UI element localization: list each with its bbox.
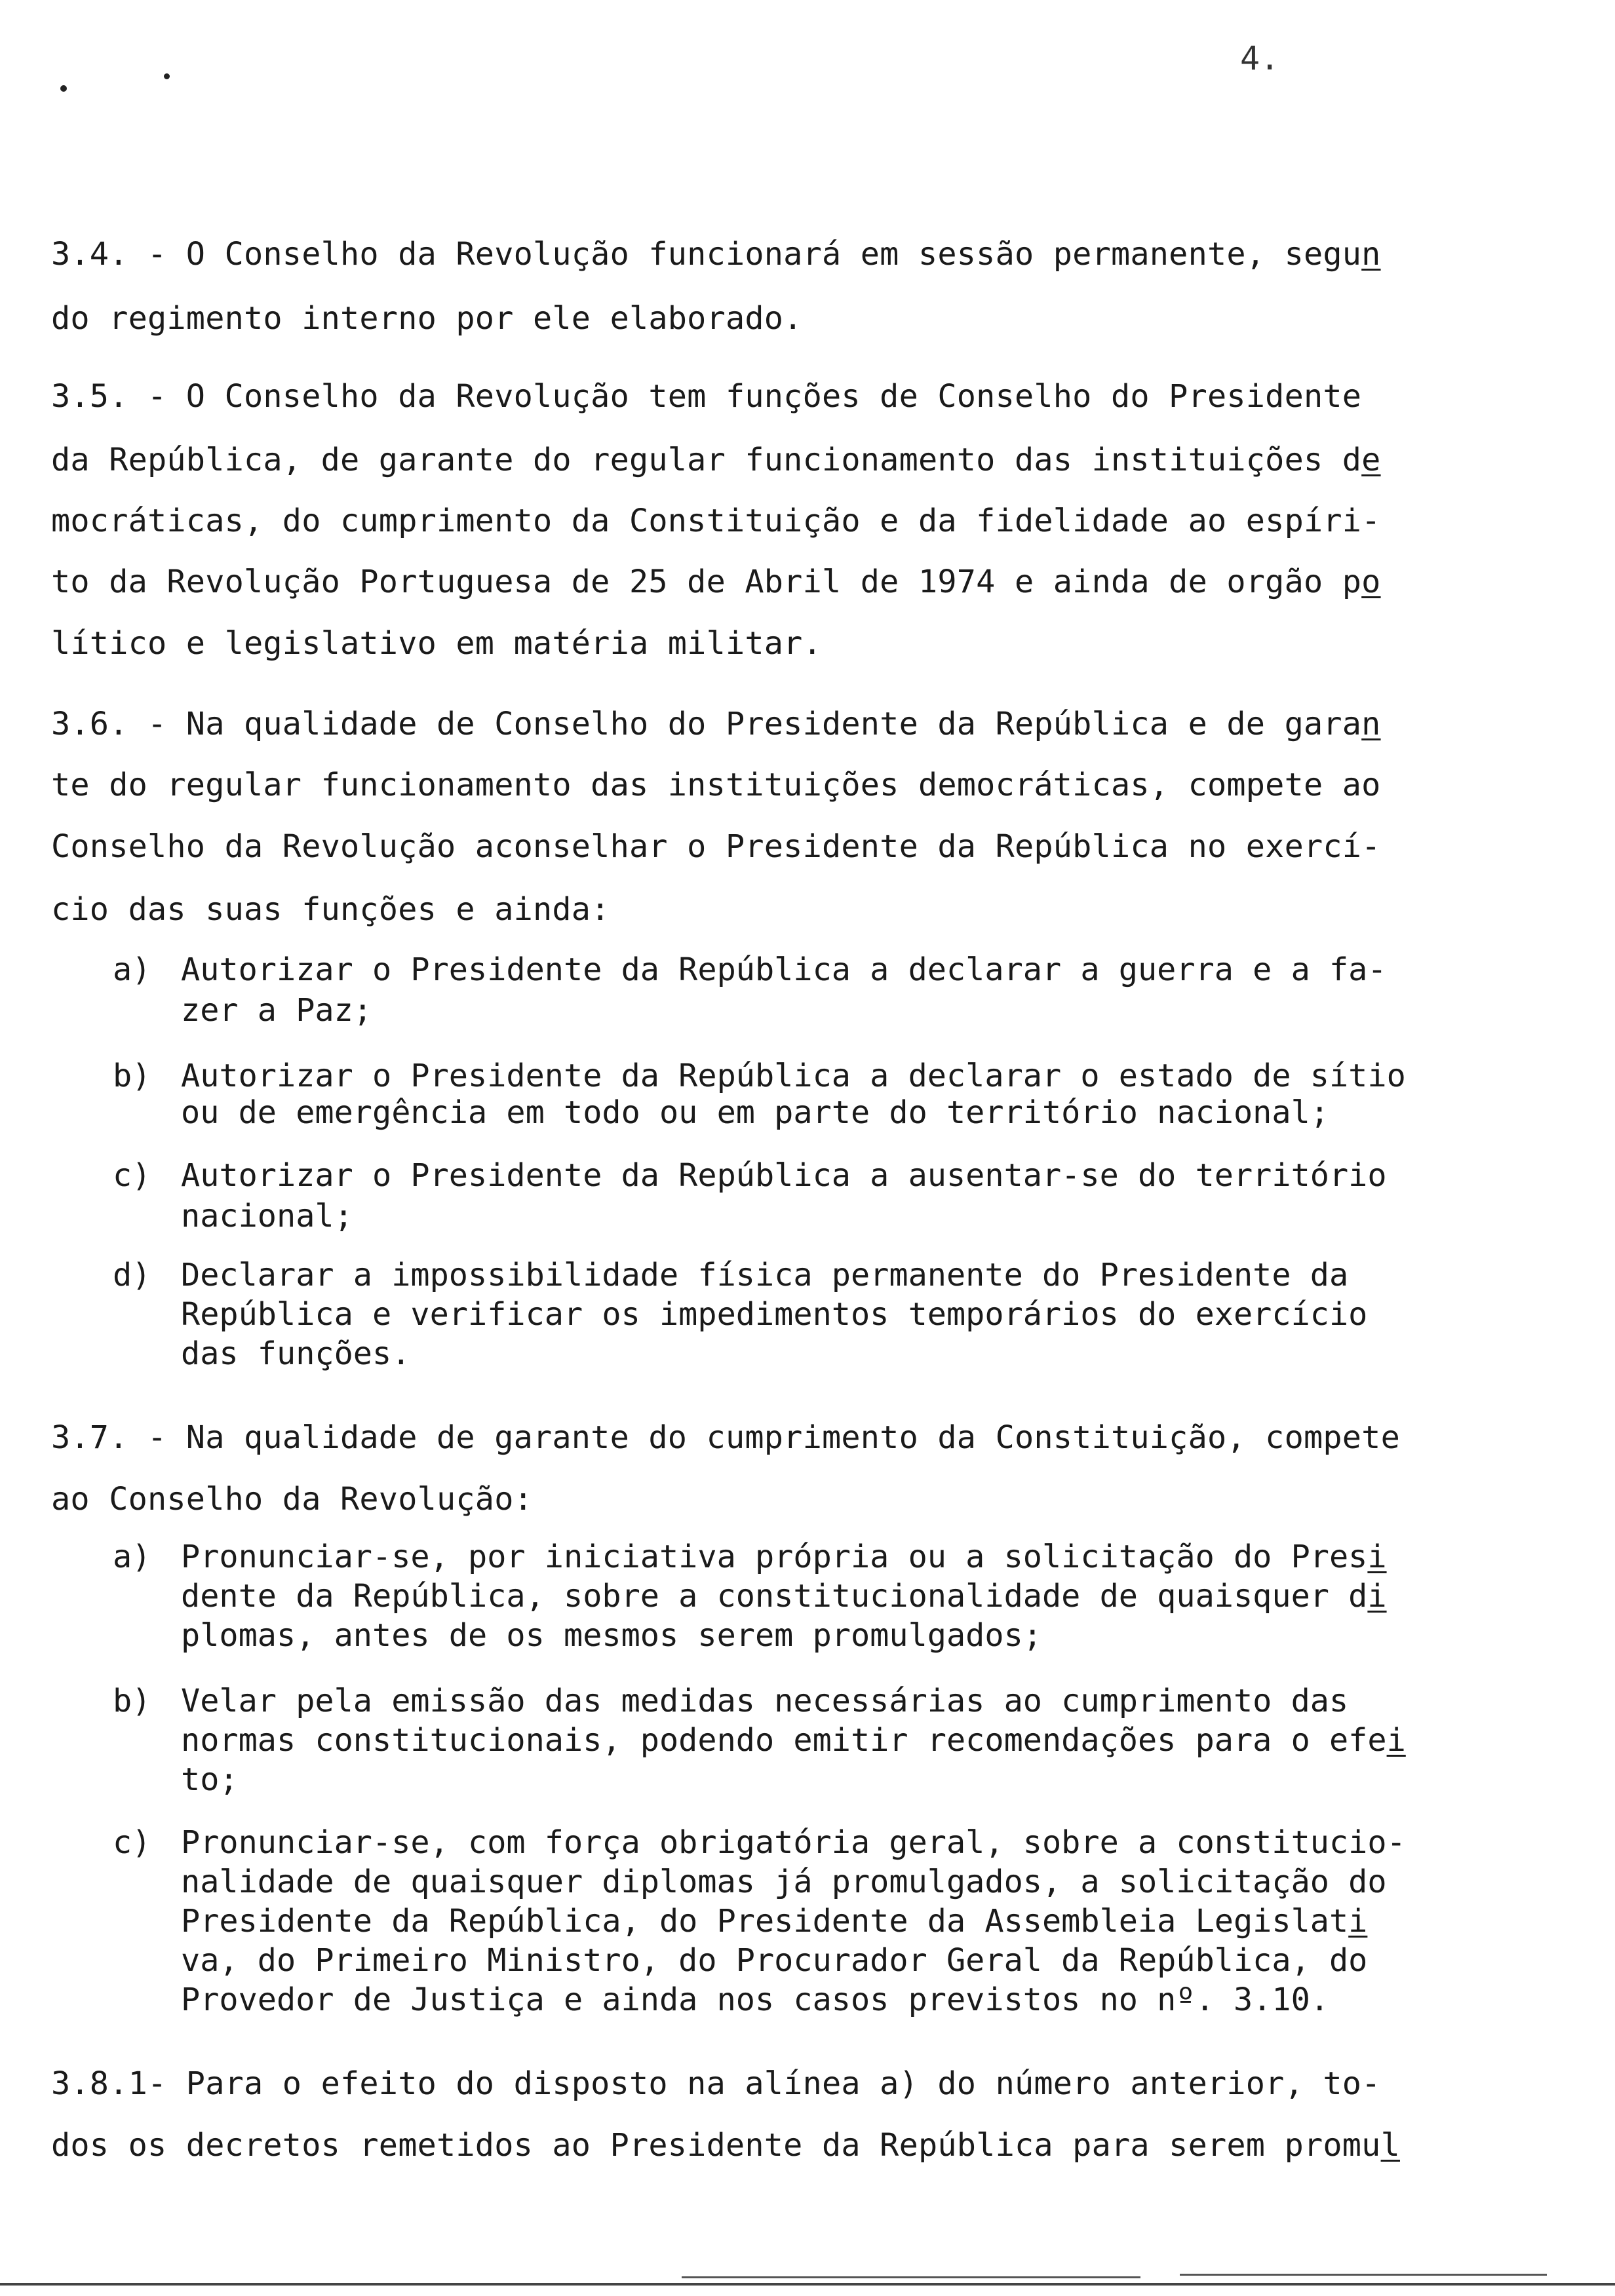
- scan-artifact: [682, 2276, 1140, 2278]
- item-text: Presidente da República, do Presidente da Assembleia Legislati: [181, 1903, 1368, 1940]
- scan-bottom-edge: [0, 2283, 1615, 2286]
- item-text: to;: [181, 1761, 239, 1798]
- paragraph-3-7-line: ao Conselho da Revolução:: [51, 1481, 533, 1518]
- paragraph-3-6-line: cio das suas funções e ainda:: [51, 891, 610, 928]
- item-text: das funções.: [181, 1335, 411, 1372]
- item-label: b): [113, 1683, 151, 1719]
- item-text: Autorizar o Presidente da República a ausentar-se do território: [181, 1157, 1387, 1194]
- paragraph-3-6-line: te do regular funcionamento das instituições democráticas, compete ao: [51, 767, 1381, 803]
- item-text: Pronunciar-se, por iniciativa própria ou a solicitação do Presi: [181, 1539, 1387, 1575]
- paragraph-3-4-line: do regimento interno por ele elaborado.: [51, 300, 803, 337]
- item-text: Autorizar o Presidente da República a declarar a guerra e a fa-: [181, 951, 1387, 988]
- item-text: República e verificar os impedimentos temporários do exercício: [181, 1296, 1368, 1333]
- paragraph-3-5-line: lítico e legislativo em matéria militar.: [51, 625, 822, 662]
- item-text: plomas, antes de os mesmos serem promulgados;: [181, 1617, 1042, 1654]
- item-text: Velar pela emissão das medidas necessárias ao cumprimento das: [181, 1683, 1349, 1719]
- item-label: a): [113, 951, 151, 988]
- item-text: nalidade de quaisquer diplomas já promulgados, a solicitação do: [181, 1864, 1387, 1900]
- paragraph-3-4-line: 3.4. - O Conselho da Revolução funcionará em sessão permanente, segun: [51, 236, 1381, 273]
- paragraph-3-5-line: to da Revolução Portuguesa de 25 de Abril de 1974 e ainda de orgão po: [51, 564, 1381, 600]
- paragraph-3-7-line: 3.7. - Na qualidade de garante do cumprimento da Constituição, compete: [51, 1419, 1400, 1456]
- paragraph-3-5-line: mocráticas, do cumprimento da Constituição e da fidelidade ao espíri-: [51, 503, 1381, 539]
- item-label: a): [113, 1539, 151, 1575]
- scan-artifact: [1180, 2274, 1547, 2276]
- item-text: zer a Paz;: [181, 992, 372, 1029]
- item-text: Provedor de Justiça e ainda nos casos previstos no nº. 3.10.: [181, 1981, 1329, 2018]
- item-label: c): [113, 1824, 151, 1861]
- paragraph-3-8-1-line: 3.8.1- Para o efeito do disposto na alínea a) do número anterior, to-: [51, 2065, 1381, 2102]
- page-number: 4.: [1240, 39, 1280, 77]
- paragraph-3-6-line: Conselho da Revolução aconselhar o Presidente da República no exercí-: [51, 828, 1381, 865]
- item-text: normas constitucionais, podendo emitir recomendações para o efei: [181, 1722, 1406, 1759]
- item-text: dente da República, sobre a constitucionalidade de quaisquer di: [181, 1578, 1387, 1615]
- item-text: nacional;: [181, 1198, 353, 1234]
- item-label: c): [113, 1157, 151, 1194]
- item-text: va, do Primeiro Ministro, do Procurador Geral da República, do: [181, 1942, 1368, 1979]
- item-text: Pronunciar-se, com força obrigatória geral, sobre a constitucio-: [181, 1824, 1406, 1861]
- item-text: ou de emergência em todo ou em parte do território nacional;: [181, 1094, 1329, 1131]
- punch-mark: [60, 85, 67, 92]
- punch-mark: [164, 73, 170, 79]
- item-label: d): [113, 1257, 151, 1293]
- item-text: Autorizar o Presidente da República a declarar o estado de sítio: [181, 1058, 1406, 1094]
- item-text: Declarar a impossibilidade física permanente do Presidente da: [181, 1257, 1349, 1293]
- paragraph-3-8-1-line: dos os decretos remetidos ao Presidente da República para serem promul: [51, 2127, 1400, 2164]
- paragraph-3-5-line: da República, de garante do regular funcionamento das instituições de: [51, 442, 1381, 478]
- paragraph-3-6-line: 3.6. - Na qualidade de Conselho do Presidente da República e de garan: [51, 706, 1381, 742]
- item-label: b): [113, 1058, 151, 1094]
- paragraph-3-5-line: 3.5. - O Conselho da Revolução tem funções de Conselho do Presidente: [51, 378, 1362, 415]
